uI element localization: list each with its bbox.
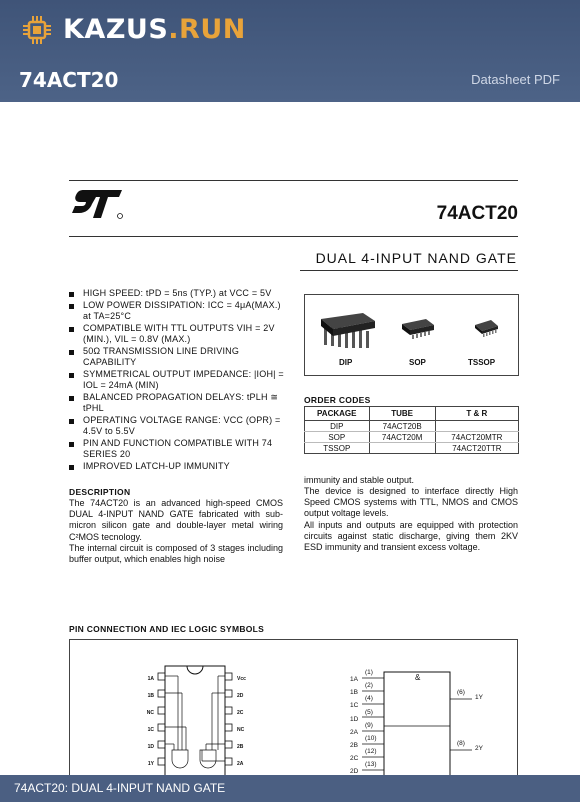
iec-input-label: 1B: [350, 689, 358, 697]
pin-label: 2B: [237, 744, 244, 750]
pin-labels-left: [138, 671, 154, 773]
iec-output-label: 1Y: [475, 694, 483, 701]
subtitle-rule: [300, 270, 518, 271]
iec-and-symbol: &: [415, 673, 421, 682]
footer-bar: 74ACT20: DUAL 4-INPUT NAND GATE: [0, 775, 580, 802]
chip-icon: [22, 15, 52, 45]
sop-package-icon: [400, 315, 436, 341]
pin-label: 2C: [237, 710, 244, 716]
column-header: T & R: [435, 407, 518, 421]
iec-pin-number: (12): [365, 748, 377, 756]
order-codes-table: [304, 406, 519, 454]
logo-main: KAZUS: [63, 14, 169, 45]
pin-label: 1A: [147, 676, 154, 682]
pin-connection-heading: PIN CONNECTION AND IEC LOGIC SYMBOLS: [69, 624, 265, 634]
dip-package-icon: [319, 309, 377, 349]
table-row: [305, 443, 519, 454]
iec-input-label: 2C: [350, 755, 359, 763]
site-header: [0, 0, 580, 102]
table-cell: 74ACT20MTR: [435, 432, 518, 443]
tssop-package-icon: [471, 317, 501, 339]
description-paragraph: immunity and stable output.: [304, 475, 415, 485]
top-rule: [69, 180, 518, 181]
doc-title: 74ACT20: [19, 68, 119, 92]
pin-label: NC: [237, 727, 245, 733]
iec-input-pins: [365, 666, 383, 772]
package-label-sop: SOP: [409, 358, 426, 367]
iec-input-label: 2A: [350, 728, 358, 736]
device-title: DUAL 4-INPUT NAND GATE: [315, 250, 517, 266]
feature-item: IMPROVED LATCH-UP IMMUNITY: [69, 461, 289, 473]
description-paragraph: The internal circuit is composed of 3 stages including buffer output, which enables high noise: [69, 543, 283, 565]
table-cell: 74ACT20B: [369, 421, 435, 432]
pin-label: Vcc: [237, 676, 246, 682]
feature-item: PIN AND FUNCTION COMPATIBLE WITH 74 SERIES 20: [69, 438, 289, 461]
column-header: TUBE: [369, 407, 435, 421]
table-cell: SOP: [305, 432, 370, 443]
pin-label: NC: [146, 710, 154, 716]
table-cell: [369, 443, 435, 454]
description-paragraph: The device is designed to interface directly High Speed CMOS systems with TTL, NMOS and CMOS output voltage levels.: [304, 486, 518, 519]
pin-label: 2D: [237, 693, 244, 699]
iec-pin-number: (4): [365, 695, 373, 703]
table-row: [305, 421, 519, 432]
iec-input-label: 1D: [350, 715, 359, 723]
iec-input-label: 2B: [350, 742, 358, 750]
description-heading: DESCRIPTION: [69, 487, 131, 497]
table-cell: [435, 421, 518, 432]
iec-pin-number: (10): [365, 735, 377, 743]
feature-item: COMPATIBLE WITH TTL OUTPUTS VIH = 2V (MIN.), VIL = 0.8V (MAX.): [69, 323, 289, 346]
pin-label: 2A: [237, 761, 244, 767]
table-header-row: [305, 407, 519, 421]
feature-item: BALANCED PROPAGATION DELAYS: tPLH ≅ tPHL: [69, 392, 289, 415]
iec-input-label: 1A: [350, 676, 358, 683]
pin-labels-right: [237, 671, 255, 773]
feature-list: [69, 288, 289, 472]
iec-output-label: 2Y: [475, 745, 483, 752]
table-cell: 74ACT20M: [369, 432, 435, 443]
feature-item: SYMMETRICAL OUTPUT IMPEDANCE: |IOH| = IOL = 24mA (MIN): [69, 369, 289, 392]
table-row: [305, 432, 519, 443]
package-label-tssop: TSSOP: [468, 358, 496, 367]
iec-pin-number: (1): [365, 669, 373, 676]
iec-input-labels: [350, 673, 362, 779]
table-cell: 74ACT20TTR: [435, 443, 518, 454]
feature-item: HIGH SPEED: tPD = 5ns (TYP.) at VCC = 5V: [69, 288, 289, 300]
description-paragraph: The 74ACT20 is an advanced high-speed CMOS DUAL 4-INPUT NAND GATE fabricated with sub-micron silicon gate and double-layer metal wiring C²MOS tecnology.: [69, 498, 283, 542]
st-logo-icon: [70, 186, 124, 222]
feature-item: LOW POWER DISSIPATION: ICC = 4μA(MAX.) at TA=25°C: [69, 300, 289, 323]
pin-label: 1B: [147, 693, 154, 699]
pin-label: 1C: [147, 727, 154, 733]
part-number: 74ACT20: [436, 203, 518, 224]
description-paragraph: All inputs and outputs are equipped with protection circuits against static discharge, giving them 2KV ESD immunity and transient excess voltage.: [304, 520, 518, 553]
title-rule: [69, 236, 518, 237]
iec-pin-number: (2): [365, 682, 373, 690]
iec-pin-number: (5): [365, 708, 373, 716]
table-cell: TSSOP: [305, 443, 370, 454]
pin-label: 1Y: [147, 761, 154, 767]
feature-item: OPERATING VOLTAGE RANGE: VCC (OPR) = 4.5V to 5.5V: [69, 415, 289, 438]
feature-item: 50Ω TRANSMISSION LINE DRIVING CAPABILITY: [69, 346, 289, 369]
package-label-dip: DIP: [339, 358, 353, 367]
column-header: PACKAGE: [305, 407, 370, 421]
iec-pin-number: (13): [365, 761, 377, 769]
pin-label: 1D: [147, 744, 154, 750]
logo-accent: .RUN: [168, 14, 246, 45]
package-figure: [304, 294, 519, 376]
iec-input-label: 2D: [350, 768, 359, 776]
site-logo[interactable]: [22, 14, 246, 45]
iec-input-label: 1C: [350, 702, 359, 710]
iec-output-pin: (8): [457, 740, 465, 747]
doc-type-label: Datasheet PDF: [471, 72, 560, 87]
order-codes-heading: ORDER CODES: [304, 395, 371, 405]
logo-text: [63, 14, 246, 45]
iec-output-pin: (6): [457, 689, 465, 696]
iec-pin-number: (9): [365, 721, 373, 729]
table-cell: DIP: [305, 421, 370, 432]
